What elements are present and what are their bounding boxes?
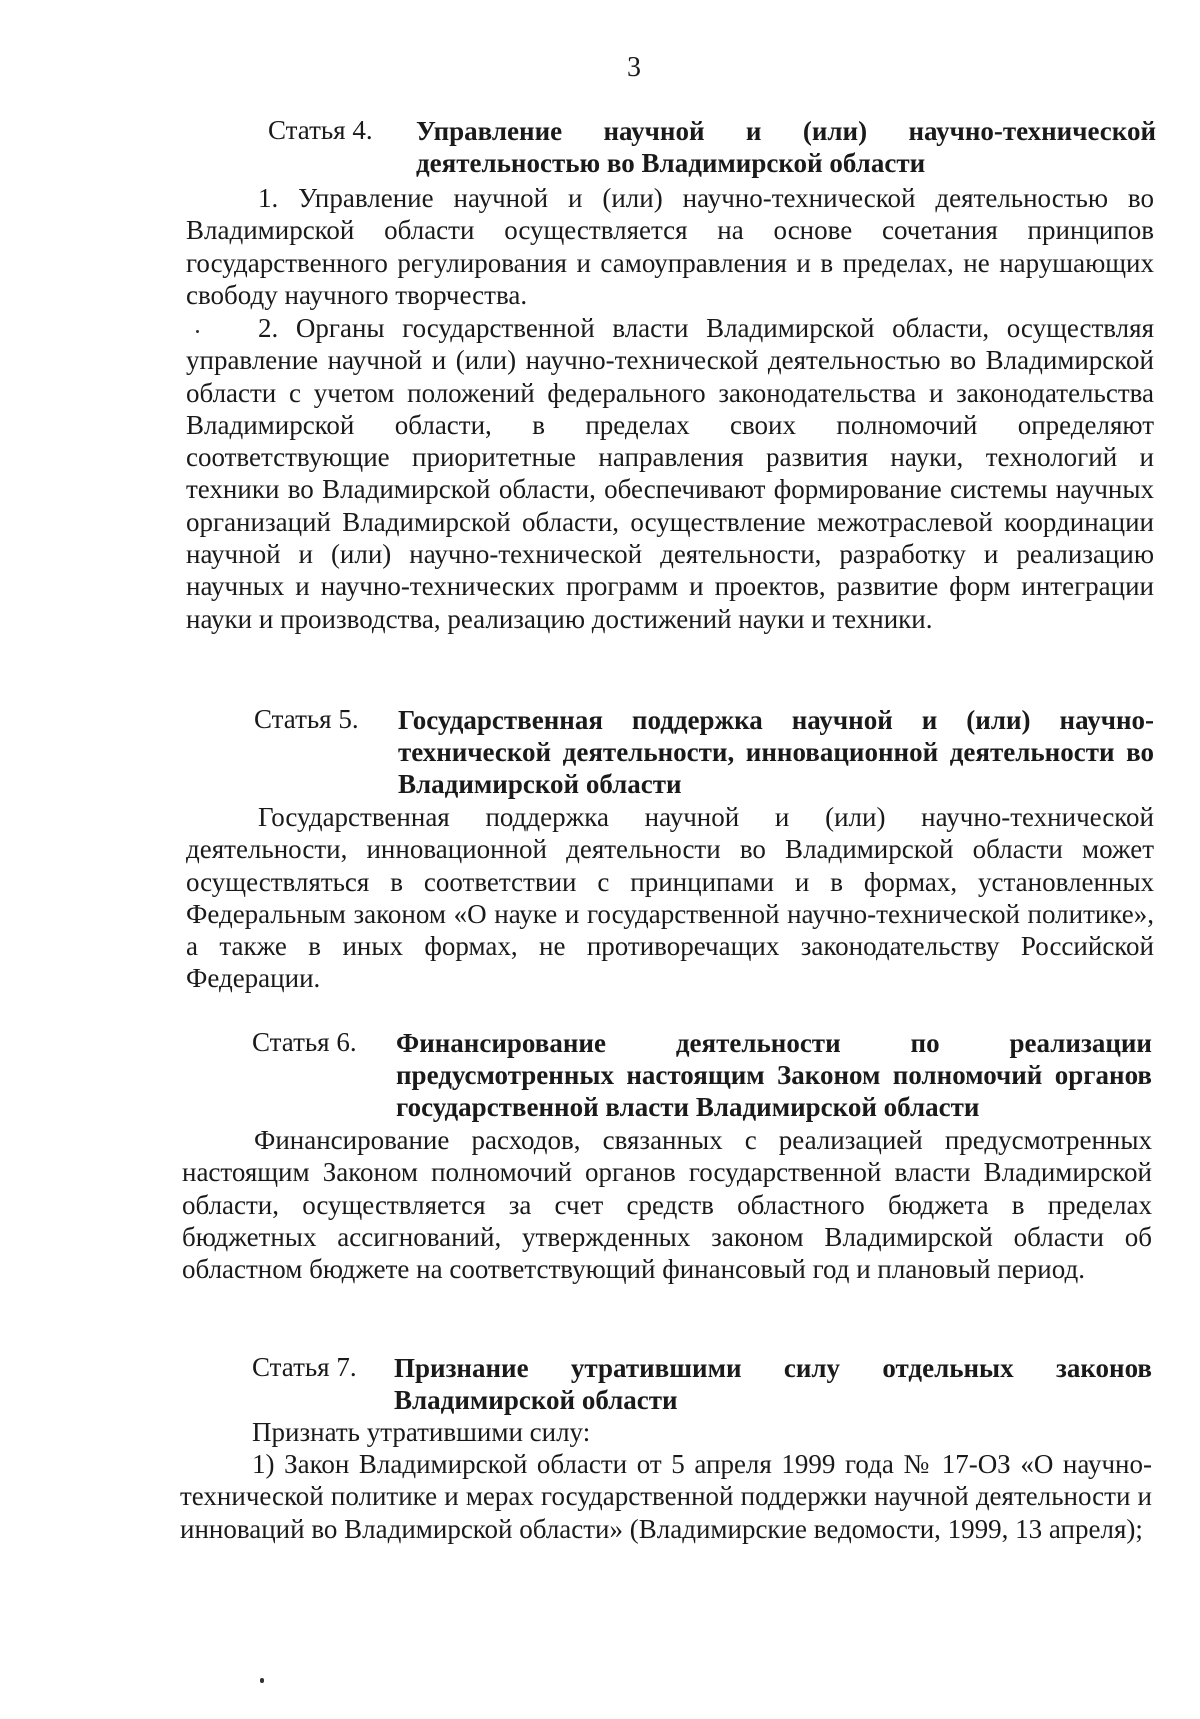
article-label: Статья 5. <box>254 704 359 734</box>
article-paragraph: Государственная поддержка научной и (или) научно-технической деятельности, инновационной деятельности во Владимирской области может осуществляться в соответствии с принципами и в формах, установленных Федеральным законом «О науке и государственной научно-технической политике», а также в иных формах, не противоречащих законодательству Российской Федерации. <box>186 802 1154 994</box>
article-paragraph: 2. Органы государственной власти Владимирской области, осуществляя управление научной и (или) научно-технической деятельностью во Владимирской области с учетом положений федерального законодательства и законодательства Владимирской области, в пределах своих полномочий определяют соответствующие приоритетные направления развития науки, технологий и техники во Владимирской области, обеспечивают формирование системы научных организаций Владимирской области, осуществление межотраслевой координации научной и (или) научно-технической деятельности, разработку и реализацию научных и научно-технических программ и проектов, развитие форм интеграции науки и производства, реализацию достижений науки и техники. <box>186 313 1154 634</box>
article-paragraph: 1) Закон Владимирской области от 5 апреля 1999 года № 17-ОЗ «О научно-технической политике и мерах государственной поддержки научной деятельности и инноваций во Владимирской области» (Владимирские ведомости, 1999, 13 апреля); <box>180 1449 1152 1544</box>
article-label: Статья 7. <box>252 1352 357 1382</box>
article-title: Государственная поддержка научной и (или) научно-технической деятельности, инновационной деятельности во Владимирской области <box>398 705 1154 799</box>
article-title: Управление научной и (или) научно-технической деятельностью во Владимирской области <box>416 116 1156 178</box>
article-paragraph: Признать утратившими силу: <box>252 1417 591 1447</box>
article-title: Признание утратившими силу отдельных законов Владимирской области <box>394 1353 1152 1415</box>
scan-speck <box>260 1678 264 1683</box>
scan-speck <box>196 330 199 333</box>
article-paragraph: 1. Управление научной и (или) научно-технической деятельностью во Владимирской области осуществляется на основе сочетания принципов государственного регулирования и самоуправления и в пределах, не нарушающих свободу научного творчества. <box>186 183 1154 310</box>
article-paragraph: Финансирование расходов, связанных с реализацией предусмотренных настоящим Законом полномочий органов государственной власти Владимирской области, осуществляется за счет средств областного бюджета в пределах бюджетных ассигнований, утвержденных законом Владимирской области об областном бюджете на соответствующий финансовый год и плановый период. <box>182 1125 1152 1285</box>
article-title: Финансирование деятельности по реализации предусмотренных настоящим Законом полномочий органов государственной власти Владимирской области <box>396 1028 1152 1122</box>
article-label: Статья 6. <box>252 1027 357 1057</box>
article-label: Статья 4. <box>268 115 373 145</box>
page-number: 3 <box>627 52 641 83</box>
